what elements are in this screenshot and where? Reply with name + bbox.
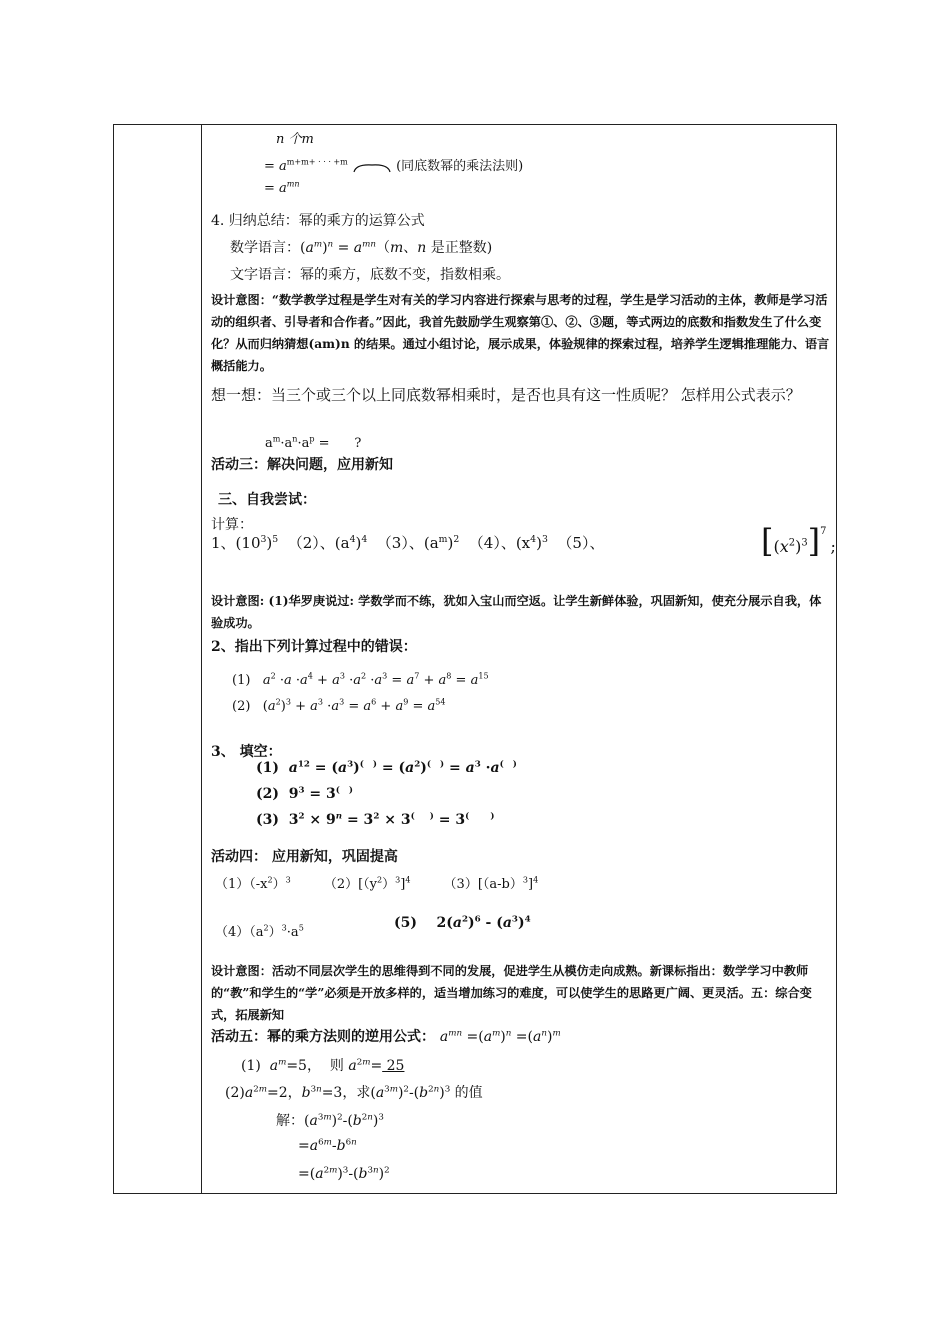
design-intent-3: 设计意图：活动不同层次学生的思维得到不同的发展，促进学生从模仿走向成熟。新课标指出：数学学习中教师的“教”和学生的“学”必须是开放多样的，适当增加练习的难度，可以使学生的思路更广阔、更灵活。五：综合变式，拓展新知 xyxy=(211,964,812,1022)
left-column xyxy=(114,125,202,1193)
summary-heading: 4. 归纳总结：幂的乘方的运算公式 xyxy=(211,213,425,229)
fill-line-3: (3) $3^2 \times 9^n = 3^2 \times 3^{( )} = 3^{( )}$ xyxy=(256,811,495,828)
activity4-title: 活动四： 应用新知，巩固提高 xyxy=(211,849,398,865)
compute-item-5: $[(x^2)^3]^7$; xyxy=(761,522,836,560)
fill-line-1: (1) $a^{12} = (a^3)^{( )} = (a^2)^{( )} = a^3 \cdot a^{( )}$ xyxy=(256,759,517,776)
errors-line-1: (1) $a^2 \cdot a \cdot a^4 + a^3 \cdot a^2 \cdot a^3 = a^7 + a^8 = a^{15}$ xyxy=(232,671,489,688)
derivation-n-label: n 个m xyxy=(276,132,314,147)
design-intent-2: 设计意图: (1)华罗庚说过: 学数学而不练，犹如入宝山而空返。让学生新鲜体验，巩固新知，使充分展示自我，体验成功。 xyxy=(211,594,822,630)
self-try-heading: 三、自我尝试： xyxy=(218,492,316,508)
fill-title: 3、 填空： xyxy=(211,744,282,760)
activity5-q1: (1) $a^m=5$， 则 $a^{2m}= 25$ xyxy=(241,1057,405,1074)
activity4-row-2b: (5) $2(a^2)^6 - (a^3)^4$ xyxy=(394,914,531,931)
derivation-line2: = $a^{mn}$ xyxy=(264,179,300,196)
activity3-title: 活动三：解决问题，应用新知 xyxy=(211,457,393,473)
activity5-q2: $(2)a^{2m}=2$，$b^{3n}=3$，求$(a^{3m})^2-(b^{2n})^3$ 的值 xyxy=(225,1084,483,1101)
activity5-solution-3: $=(a^{2m})^3-(b^{3n})^2$ xyxy=(298,1165,390,1182)
summary-text-language: 文字语言：幂的乘方，底数不变，指数相乘。 xyxy=(230,267,510,283)
compute-items: 1、$(10^3)^5$ （2）、$(a^4)^4$ （3）、$(a^m)^2$ （4）、$(x^4)^3$ （5）、 xyxy=(211,534,605,552)
activity4-row-1: $(1)(-x^2)^3$ $(2)[(y^2)^3]^4$ $(3)[(a-b)^3]^4$ xyxy=(215,875,539,892)
activity5-solution-1: 解：$(a^{3m})^2-(b^{2n})^3$ xyxy=(276,1112,384,1129)
think-question: 想一想：当三个或三个以上同底数幂相乘时，是否也具有这一性质呢？ 怎样用公式表示？ xyxy=(211,386,801,404)
brace-icon xyxy=(352,160,392,174)
activity5-solution-2: $=a^{6m}-b^{6n}$ xyxy=(298,1137,357,1154)
errors-title: 2、指出下列计算过程中的错误： xyxy=(211,639,417,655)
think-formula: $a^m\cdot a^n\cdot a^p$ = ? xyxy=(265,434,362,451)
compute-label: 计算： xyxy=(211,517,253,533)
activity5-title: 活动五：幂的乘方法则的逆用公式： $a^{mn} =(a^m)^n =(a^n)^m$ xyxy=(211,1028,561,1045)
lesson-table xyxy=(113,124,837,1194)
summary-math-language: 数学语言：$(a^m)^n = a^{mn}(m$、n 是正整数) xyxy=(230,239,493,256)
activity5-formula: $a^{mn} =(a^m)^n =(a^n)^m$ xyxy=(439,1028,561,1045)
activity4-row-2a: $(4)(a^2)^3\cdot a^5$ xyxy=(215,923,304,940)
content-column xyxy=(210,125,836,1193)
fill-line-2: (2) $9^3 = 3^{( )}$ xyxy=(256,785,354,802)
errors-line-2: (2) $(a^2)^3 + a^3 \cdot a^3 = a^6 + a^9 = a^{54}$ xyxy=(232,697,446,714)
design-intent-1: 设计意图：“数学教学过程是学生对有关的学习内容进行探索与思考的过程，学生是学习活动的主体，教师是学习活动的组织者、引导者和合作者。”因此，我首先鼓励学生观察第①、②、③题，等式两边的底数和指数发生了什么变化？从而归纳猜想(am)n 的结果。通过小组讨论，展示成果，体验规律的探索过程，培养学生逻辑推理能力、语言概括能力。 xyxy=(211,293,830,373)
derivation-line1: = $a^{m+m+ \cdot \cdot \cdot +m}$ (同底数幂的乘法法则) xyxy=(264,157,524,174)
